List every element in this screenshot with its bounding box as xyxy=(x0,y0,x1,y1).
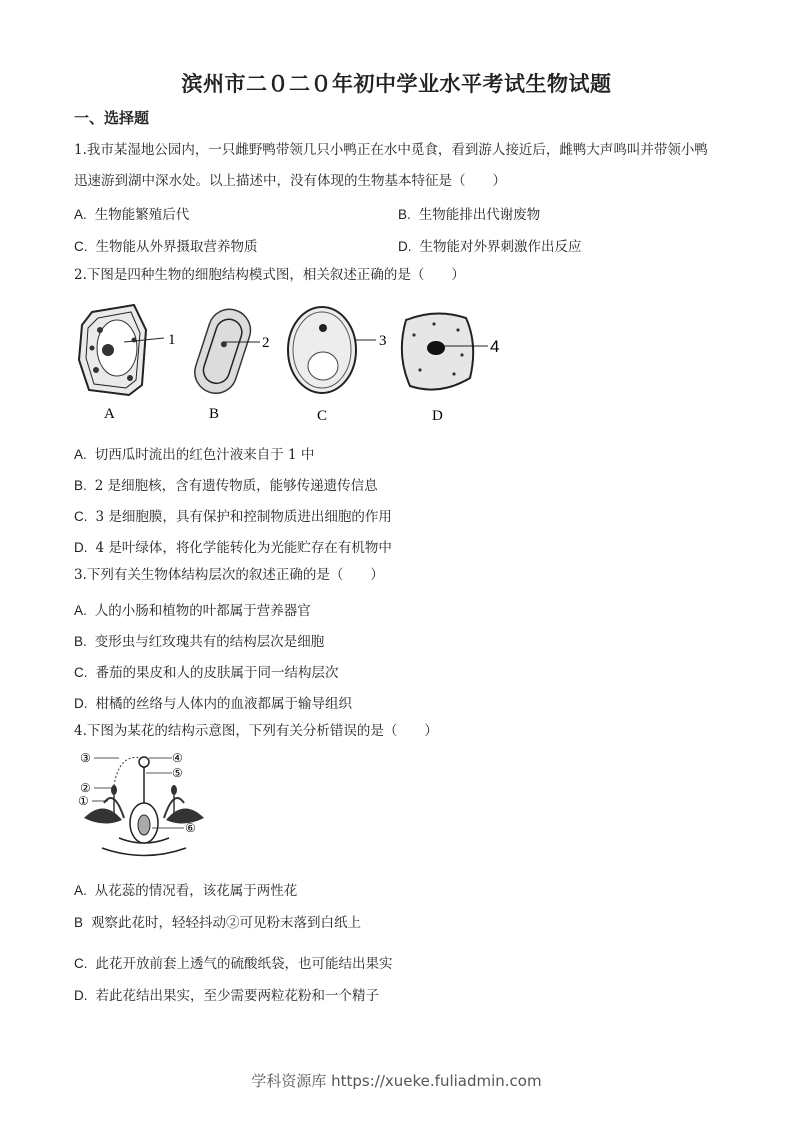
cell-letter-b: B xyxy=(209,406,220,422)
q4-option-a: A. 从花蕊的情况看，该花属于两性花 xyxy=(74,883,298,899)
q4-option-d: D. 若此花结出果实，至少需要两粒花粉和一个精子 xyxy=(74,988,379,1004)
q2-option-d: D. 4 是叶绿体，将化学能转化为光能贮存在有机物中 xyxy=(74,540,392,556)
flower-label-3: ③ xyxy=(80,751,91,765)
q2-option-b: B. 2 是细胞核，含有遗传物质，能够传递遗传信息 xyxy=(74,478,378,494)
q3-option-c: C. 番茄的果皮和人的皮肤属于同一结构层次 xyxy=(74,665,339,681)
question-3-stem: 3.下列有关生物体结构层次的叙述正确的是（ ） xyxy=(74,567,384,583)
animal-cell-d xyxy=(402,313,488,389)
cell-label-1: 1 xyxy=(168,332,176,348)
q2-option-c: C. 3 是细胞膜，具有保护和控制物质进出细胞的作用 xyxy=(74,509,392,525)
q1-option-a: A. 生物能繁殖后代 xyxy=(74,207,190,223)
page-title: 滨州市二０二０年初中学业水平考试生物试题 xyxy=(181,71,612,96)
q3-option-a: A. 人的小肠和植物的叶都属于营养器官 xyxy=(74,603,311,619)
cell-letter-c: C xyxy=(317,408,328,424)
q1-option-c: C. 生物能从外界摄取营养物质 xyxy=(74,239,258,255)
flower-label-5: ⑤ xyxy=(172,766,183,780)
question-4-stem: 4.下图为某花的结构示意图，下列有关分析错误的是（ ） xyxy=(74,723,438,739)
flower-structure-figure xyxy=(74,748,214,863)
cell-letter-a: A xyxy=(104,406,115,422)
flower-label-1: ① xyxy=(78,794,89,808)
q3-option-d: D. 柑橘的丝络与人体内的血液都属于输导组织 xyxy=(74,696,352,712)
yeast-cell-c xyxy=(288,307,376,393)
q1-option-d: D. 生物能对外界刺激作出反应 xyxy=(398,239,582,255)
section-heading: 一、选择题 xyxy=(74,109,150,127)
question-1-stem-line1: 1.我市某湿地公园内，一只雌野鸭带领几只小鸭正在水中觅食，看到游人接近后，雌鸭大声鸣叫并带领小鸭 xyxy=(74,142,708,158)
cell-structure-figure xyxy=(74,300,514,430)
cell-letter-d: D xyxy=(432,408,443,424)
cell-label-4: 4 xyxy=(490,337,500,356)
bacterium-cell-b xyxy=(189,304,256,399)
q4-option-c: C. 此花开放前套上透气的硫酸纸袋，也可能结出果实 xyxy=(74,956,393,972)
flower-label-6: ⑥ xyxy=(185,821,196,835)
flower-label-4: ④ xyxy=(172,751,183,765)
flower-label-2: ② xyxy=(80,781,91,795)
plant-cell-a xyxy=(79,305,164,395)
footer-watermark: 学科资源库 https://xueke.fuliadmin.com xyxy=(251,1072,542,1090)
q4-option-b: B 观察此花时，轻轻抖动②可见粉末落到白纸上 xyxy=(74,915,362,931)
cell-label-3: 3 xyxy=(379,333,387,349)
question-2-stem: 2.下图是四种生物的细胞结构模式图，相关叙述正确的是（ ） xyxy=(74,267,465,283)
question-1-stem-line2: 迅速游到湖中深水处。以上描述中，没有体现的生物基本特征是（ ） xyxy=(74,173,506,189)
cell-label-2: 2 xyxy=(262,335,270,351)
q2-option-a: A. 切西瓜时流出的红色汁液来自于 1 中 xyxy=(74,447,315,463)
q1-option-b: B. 生物能排出代谢废物 xyxy=(398,207,541,223)
q3-option-b: B. 变形虫与红玫瑰共有的结构层次是细胞 xyxy=(74,634,325,650)
